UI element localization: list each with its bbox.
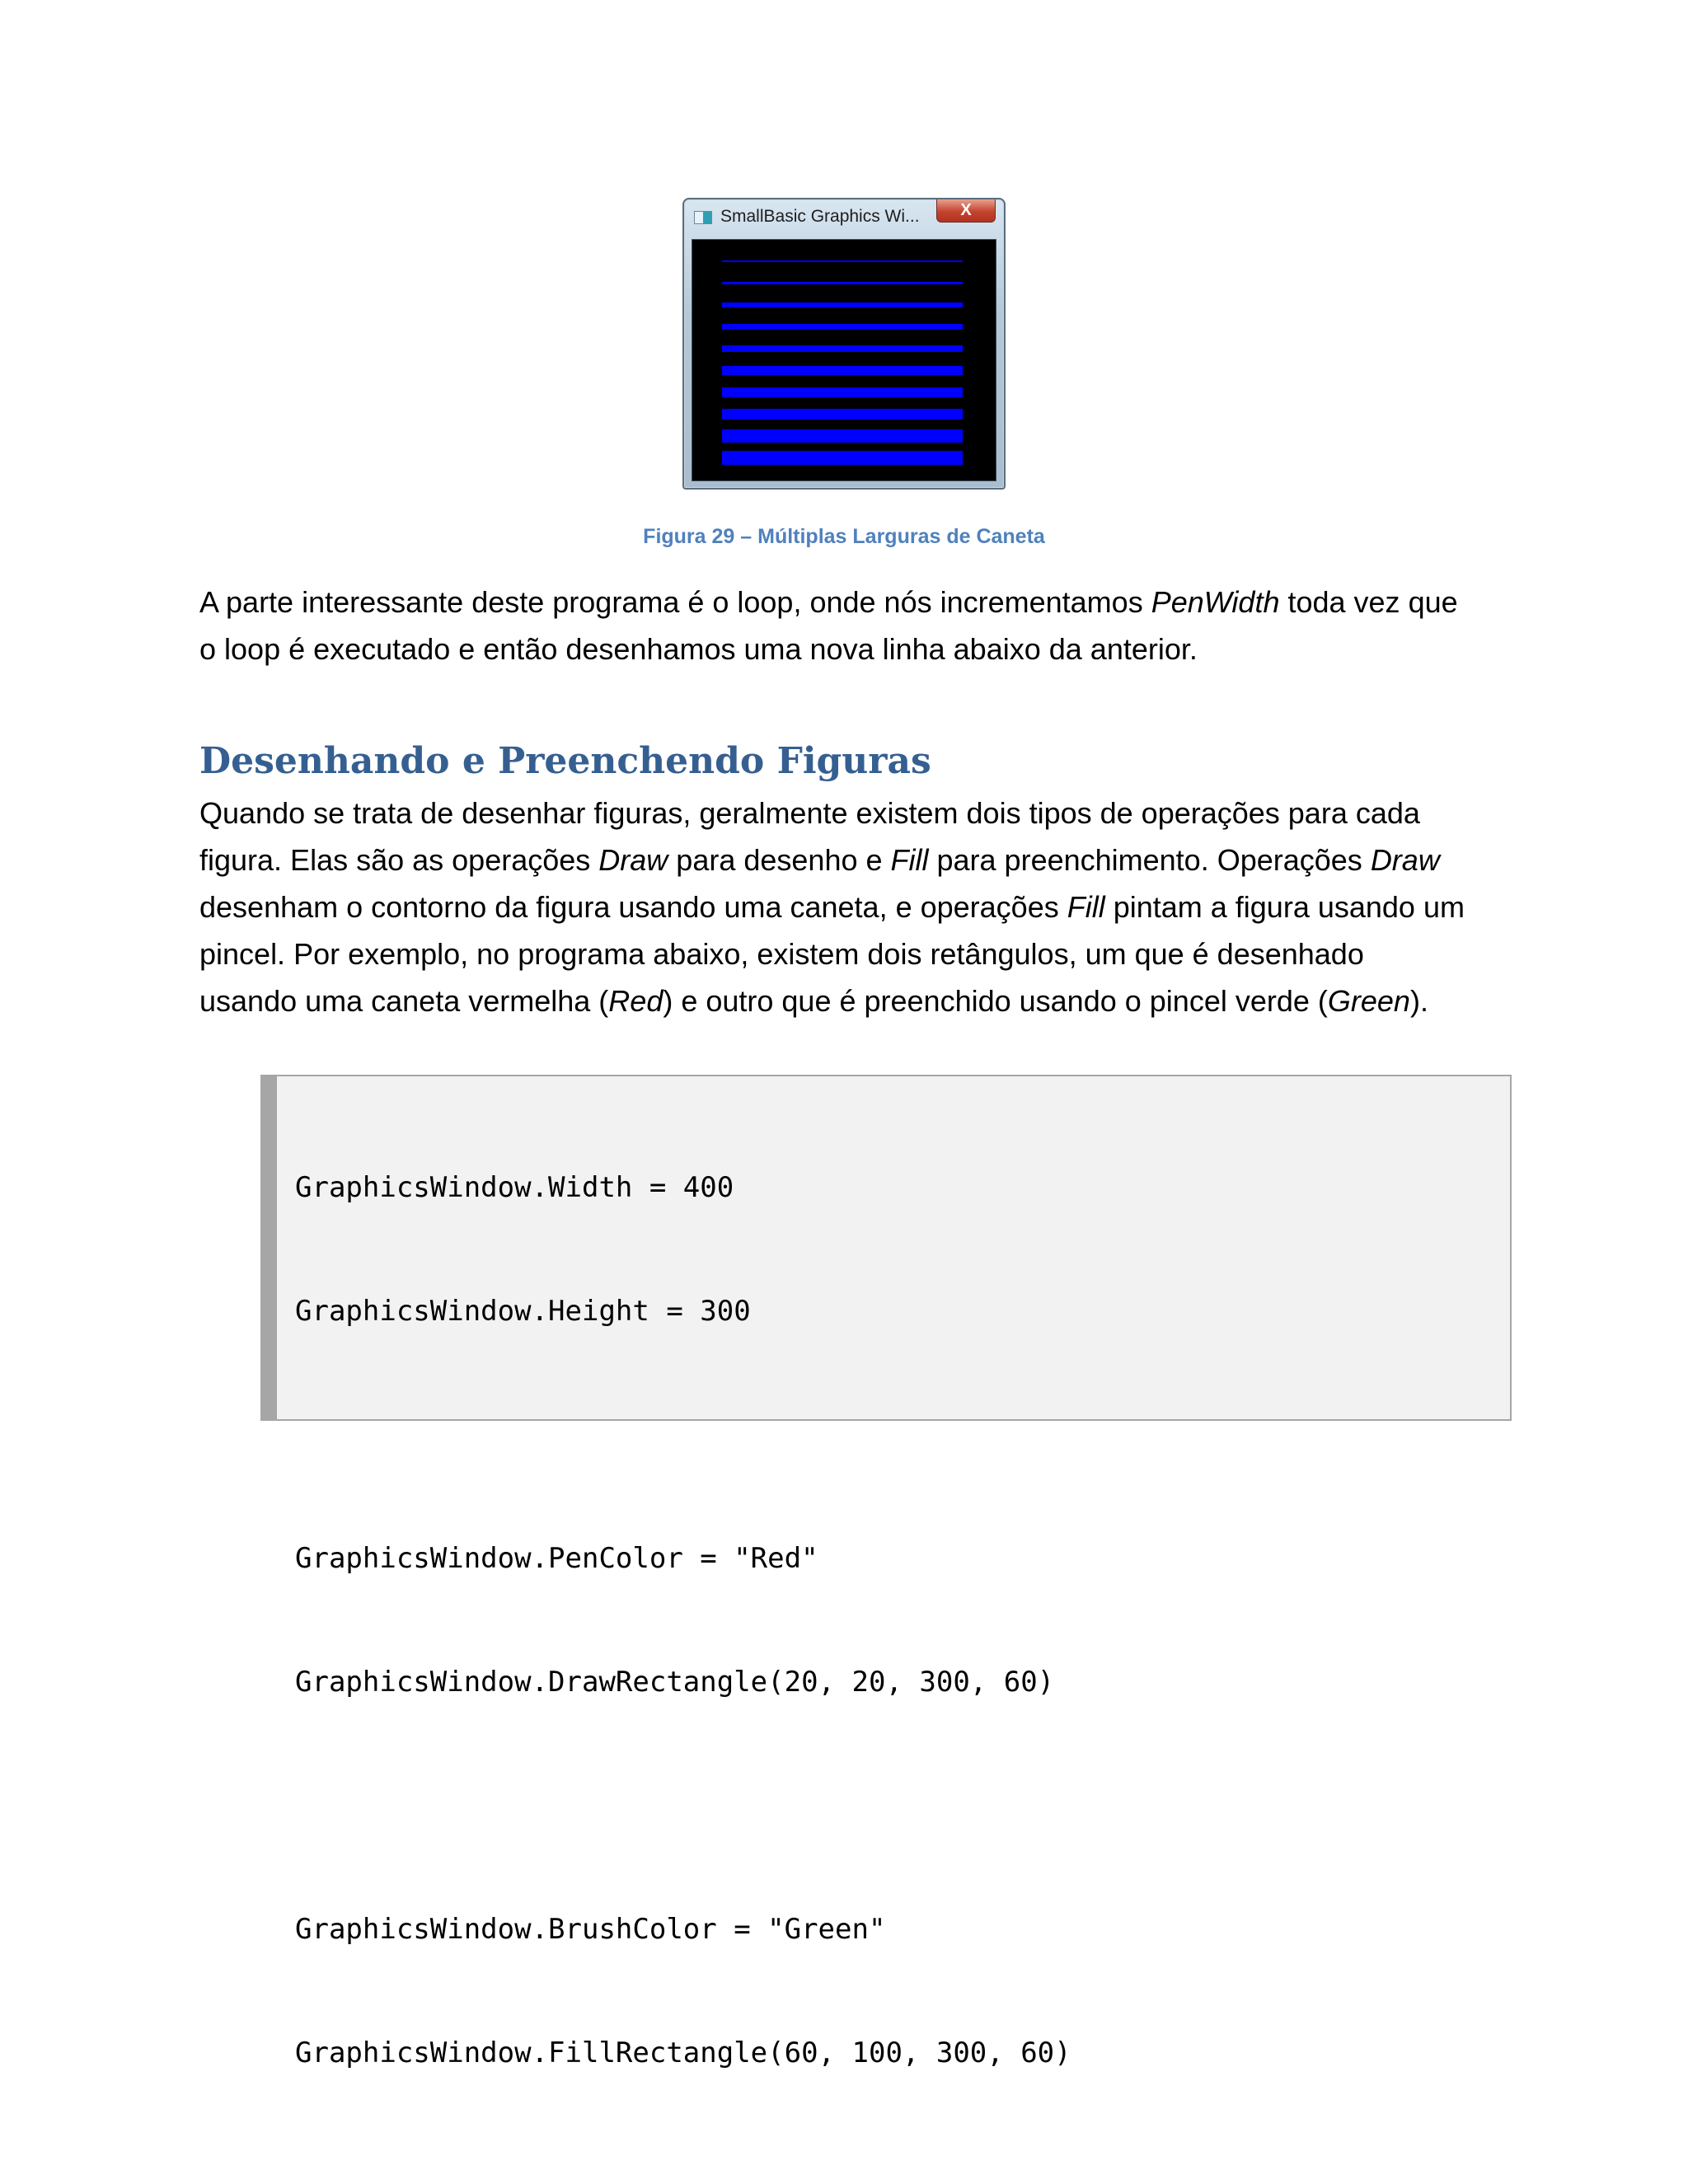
code-line [295,1414,1071,1455]
pen-width-line [722,345,963,353]
figure-caption: Figura 29 – Múltiplas Larguras de Caneta [643,525,1045,548]
code-line: GraphicsWindow.FillRectangle(60, 100, 300, 60) [295,2036,1071,2069]
text-line: figura. Elas são as operações Draw para desenho e Fill para preenchimento. Operações Draw [199,843,1440,877]
code-line: GraphicsWindow.Height = 300 [295,1295,751,1328]
graphics-window-screenshot [682,198,1006,490]
paragraph-loop-explanation [199,579,1518,673]
code-line: GraphicsWindow.PenColor = "Red" [295,1542,818,1575]
text-line: desenham o contorno da figura usando uma caneta, e operações Fill pintam a figura usando um [199,890,1465,924]
text-line: pincel. Por exemplo, no programa abaixo, existem dois retângulos, um que é desenhado [199,937,1364,971]
code-block [260,1075,1512,2069]
close-icon: X [936,199,996,223]
code-line: GraphicsWindow.DrawRectangle(20, 20, 300, 60) [295,1666,1055,1699]
code-line: GraphicsWindow.BrushColor = "Green" [295,1913,886,1946]
window-titlebar [684,199,1004,234]
text-line: Quando se trata de desenhar figuras, geralmente existem dois tipos de operações para cada [199,796,1420,830]
text-line: usando uma caneta vermelha (Red) e outro que é preenchido usando o pincel verde (Green). [199,984,1428,1018]
pen-width-line [722,429,963,442]
code-line: GraphicsWindow.Width = 400 [295,1171,734,1204]
graphics-canvas [692,239,996,481]
pen-width-line [722,282,963,284]
emphasis-penwidth: PenWidth [1151,585,1280,619]
code-line [295,1785,1071,1826]
app-icon [694,211,712,224]
section-heading: Desenhando e Preenchendo Figuras [199,740,931,782]
pen-width-line [722,302,963,307]
paragraph-draw-fill [199,790,1518,1024]
text-line: o loop é executado e então desenhamos uma nova linha abaixo da anterior. [199,632,1198,666]
pen-width-line [722,451,963,465]
pen-width-line [722,324,963,330]
pen-width-line [722,387,963,397]
pen-width-line [722,260,963,262]
code-lines [295,1085,1071,2156]
window-title: SmallBasic Graphics Wi... [720,207,920,226]
pen-width-line [722,409,963,420]
pen-width-line [722,366,963,374]
text-line: A parte interessante deste programa é o loop, onde nós incrementamos PenWidth toda vez que [199,585,1458,619]
